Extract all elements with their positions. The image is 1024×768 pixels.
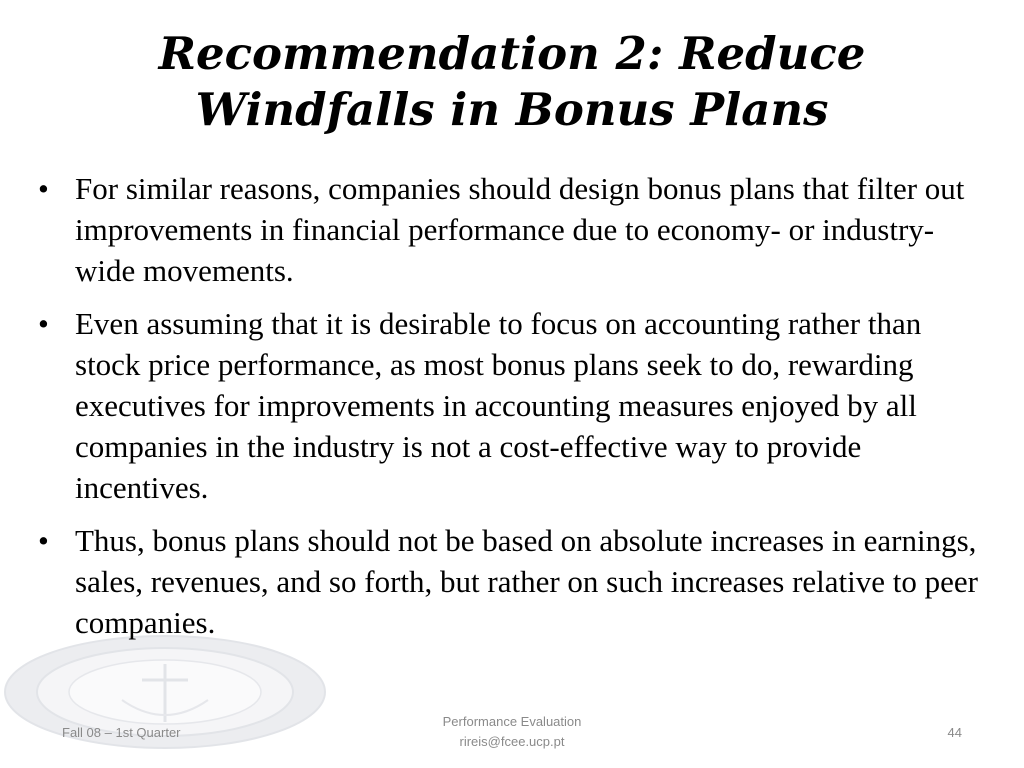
bullet-icon: • — [38, 306, 49, 341]
bullet-icon: • — [38, 171, 49, 206]
list-item — [38, 303, 988, 508]
bullet-text: For similar reasons, companies should design bonus plans that filter out improvements in financial performance due to economy- or industry-wide movements. — [75, 171, 965, 288]
page-number: 44 — [947, 725, 962, 740]
footer-course-title: Performance Evaluation — [442, 714, 582, 729]
footer-center — [412, 712, 612, 752]
slide-title: Recommendation 2: Reduce Windfalls in Bonus Plans — [158, 27, 866, 136]
list-item — [38, 520, 988, 643]
bullet-icon: • — [38, 523, 49, 558]
list-item — [38, 168, 988, 291]
bullet-list — [38, 168, 988, 655]
footer-date: Fall 08 – 1st Quarter — [62, 725, 181, 740]
bullet-text: Thus, bonus plans should not be based on absolute increases in earnings, sales, revenues, and so forth, but rather on such increases relative to peer companies. — [75, 523, 978, 640]
bullet-text: Even assuming that it is desirable to focus on accounting rather than stock price performance, as most bonus plans seek to do, rewarding executives for improvements in accounting measures enjoyed by all companies in the industry is not a cost-effective way to provide incentives. — [75, 306, 922, 505]
footer-email: rireis@fcee.ucp.pt — [459, 734, 565, 749]
